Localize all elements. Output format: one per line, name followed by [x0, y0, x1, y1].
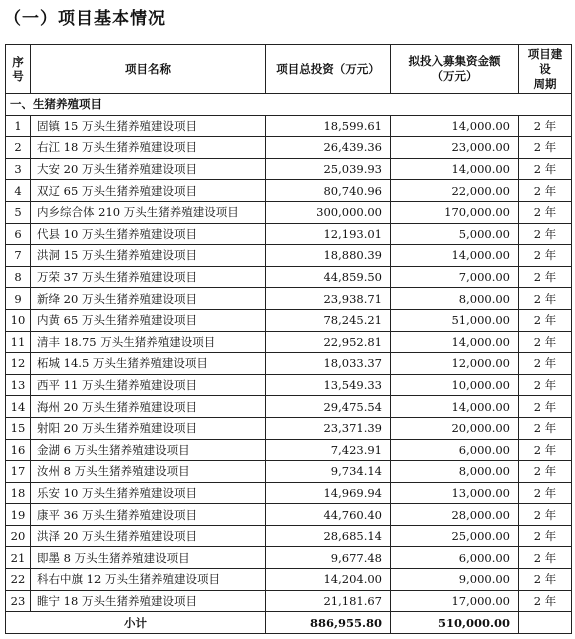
name-header: 项目名称	[31, 45, 266, 94]
subtotal-total-investment: 886,955.80	[266, 612, 391, 634]
table-row	[6, 417, 572, 439]
row-raised-funds: 25,000.00	[391, 525, 519, 547]
row-total-investment: 22,952.81	[266, 331, 391, 353]
row-seq: 15	[6, 417, 31, 439]
raise-header	[391, 45, 519, 94]
row-build-period: 2 年	[519, 417, 572, 439]
row-seq: 20	[6, 525, 31, 547]
table-row	[6, 115, 572, 137]
total-header: 项目总投资（万元）	[266, 45, 391, 94]
row-project-name: 射阳 20 万头生猪养殖建设项目	[31, 417, 266, 439]
row-project-name: 即墨 8 万头生猪养殖建设项目	[31, 547, 266, 569]
table-row	[6, 158, 572, 180]
row-seq: 5	[6, 201, 31, 223]
row-project-name: 右江 18 万头生猪养殖建设项目	[31, 137, 266, 159]
row-total-investment: 7,423.91	[266, 439, 391, 461]
row-total-investment: 18,880.39	[266, 245, 391, 267]
row-seq: 8	[6, 266, 31, 288]
row-seq: 13	[6, 374, 31, 396]
row-total-investment: 78,245.21	[266, 309, 391, 331]
row-raised-funds: 14,000.00	[391, 396, 519, 418]
row-raised-funds: 51,000.00	[391, 309, 519, 331]
table-row	[6, 201, 572, 223]
row-total-investment: 14,969.94	[266, 482, 391, 504]
row-build-period: 2 年	[519, 201, 572, 223]
table-row	[6, 266, 572, 288]
table-row	[6, 374, 572, 396]
row-build-period: 2 年	[519, 223, 572, 245]
table-row	[6, 223, 572, 245]
row-seq: 6	[6, 223, 31, 245]
row-seq: 11	[6, 331, 31, 353]
row-seq: 14	[6, 396, 31, 418]
row-project-name: 洪洞 15 万头生猪养殖建设项目	[31, 245, 266, 267]
row-raised-funds: 23,000.00	[391, 137, 519, 159]
row-build-period: 2 年	[519, 525, 572, 547]
row-raised-funds: 28,000.00	[391, 504, 519, 526]
row-project-name: 代县 10 万头生猪养殖建设项目	[31, 223, 266, 245]
project-table	[5, 44, 572, 634]
row-build-period: 2 年	[519, 482, 572, 504]
row-raised-funds: 22,000.00	[391, 180, 519, 202]
row-raised-funds: 5,000.00	[391, 223, 519, 245]
row-total-investment: 25,039.93	[266, 158, 391, 180]
row-seq: 21	[6, 547, 31, 569]
table-row	[6, 525, 572, 547]
table-row	[6, 396, 572, 418]
period-header-line2: 周期	[533, 76, 557, 91]
row-project-name: 内乡综合体 210 万头生猪养殖建设项目	[31, 201, 266, 223]
row-project-name: 万荣 37 万头生猪养殖建设项目	[31, 266, 266, 288]
section-label: 一、生猪养殖项目	[6, 94, 572, 116]
row-total-investment: 9,734.14	[266, 461, 391, 483]
row-seq: 22	[6, 569, 31, 591]
row-build-period: 2 年	[519, 331, 572, 353]
row-build-period: 2 年	[519, 439, 572, 461]
row-raised-funds: 17,000.00	[391, 590, 519, 612]
row-build-period: 2 年	[519, 266, 572, 288]
row-raised-funds: 8,000.00	[391, 288, 519, 310]
row-raised-funds: 7,000.00	[391, 266, 519, 288]
row-build-period: 2 年	[519, 569, 572, 591]
row-build-period: 2 年	[519, 245, 572, 267]
period-header-line1: 项目建设	[527, 46, 563, 76]
row-build-period: 2 年	[519, 158, 572, 180]
row-seq: 3	[6, 158, 31, 180]
table-row	[6, 461, 572, 483]
table-row	[6, 331, 572, 353]
subtotal-raised-funds: 510,000.00	[391, 612, 519, 634]
section-heading: （一）项目基本情况	[4, 9, 166, 29]
row-total-investment: 80,740.96	[266, 180, 391, 202]
row-seq: 9	[6, 288, 31, 310]
table-row	[6, 439, 572, 461]
row-project-name: 海州 20 万头生猪养殖建设项目	[31, 396, 266, 418]
seq-header-line1: 序	[12, 55, 24, 69]
row-raised-funds: 14,000.00	[391, 331, 519, 353]
raise-header-line1: 拟投入募集资金额	[408, 54, 501, 68]
row-seq: 7	[6, 245, 31, 267]
table-row	[6, 180, 572, 202]
row-build-period: 2 年	[519, 137, 572, 159]
row-project-name: 固镇 15 万头生猪养殖建设项目	[31, 115, 266, 137]
row-project-name: 双辽 65 万头生猪养殖建设项目	[31, 180, 266, 202]
row-project-name: 清丰 18.75 万头生猪养殖建设项目	[31, 331, 266, 353]
row-total-investment: 18,599.61	[266, 115, 391, 137]
row-raised-funds: 170,000.00	[391, 201, 519, 223]
table-row	[6, 569, 572, 591]
row-total-investment: 18,033.37	[266, 353, 391, 375]
row-seq: 10	[6, 309, 31, 331]
row-total-investment: 9,677.48	[266, 547, 391, 569]
row-build-period: 2 年	[519, 353, 572, 375]
table-row	[6, 288, 572, 310]
row-seq: 4	[6, 180, 31, 202]
row-project-name: 康平 36 万头生猪养殖建设项目	[31, 504, 266, 526]
row-project-name: 科右中旗 12 万头生猪养殖建设项目	[31, 569, 266, 591]
row-total-investment: 21,181.67	[266, 590, 391, 612]
row-raised-funds: 8,000.00	[391, 461, 519, 483]
section-row	[6, 94, 572, 116]
row-total-investment: 44,760.40	[266, 504, 391, 526]
raise-header-line2: （万元）	[431, 69, 478, 83]
row-project-name: 内黄 65 万头生猪养殖建设项目	[31, 309, 266, 331]
row-seq: 19	[6, 504, 31, 526]
row-project-name: 柘城 14.5 万头生猪养殖建设项目	[31, 353, 266, 375]
row-seq: 12	[6, 353, 31, 375]
row-total-investment: 44,859.50	[266, 266, 391, 288]
row-total-investment: 14,204.00	[266, 569, 391, 591]
row-project-name: 乐安 10 万头生猪养殖建设项目	[31, 482, 266, 504]
header-row	[6, 45, 572, 94]
row-build-period: 2 年	[519, 590, 572, 612]
row-raised-funds: 6,000.00	[391, 547, 519, 569]
row-raised-funds: 6,000.00	[391, 439, 519, 461]
subtotal-period	[519, 612, 572, 634]
seq-header-line2: 号	[12, 69, 24, 83]
row-seq: 18	[6, 482, 31, 504]
row-raised-funds: 9,000.00	[391, 569, 519, 591]
row-project-name: 金湖 6 万头生猪养殖建设项目	[31, 439, 266, 461]
row-build-period: 2 年	[519, 396, 572, 418]
row-build-period: 2 年	[519, 504, 572, 526]
row-raised-funds: 14,000.00	[391, 115, 519, 137]
row-build-period: 2 年	[519, 309, 572, 331]
row-seq: 2	[6, 137, 31, 159]
row-project-name: 大安 20 万头生猪养殖建设项目	[31, 158, 266, 180]
row-total-investment: 13,549.33	[266, 374, 391, 396]
row-seq: 23	[6, 590, 31, 612]
subtotal-label: 小计	[6, 612, 266, 634]
period-header	[519, 45, 572, 94]
table-row	[6, 353, 572, 375]
row-total-investment: 26,439.36	[266, 137, 391, 159]
row-project-name: 汝州 8 万头生猪养殖建设项目	[31, 461, 266, 483]
row-seq: 1	[6, 115, 31, 137]
row-total-investment: 29,475.54	[266, 396, 391, 418]
row-build-period: 2 年	[519, 180, 572, 202]
row-build-period: 2 年	[519, 115, 572, 137]
row-project-name: 西平 11 万头生猪养殖建设项目	[31, 374, 266, 396]
row-build-period: 2 年	[519, 461, 572, 483]
row-raised-funds: 20,000.00	[391, 417, 519, 439]
row-project-name: 睢宁 18 万头生猪养殖建设项目	[31, 590, 266, 612]
row-total-investment: 23,938.71	[266, 288, 391, 310]
row-raised-funds: 10,000.00	[391, 374, 519, 396]
table-row	[6, 590, 572, 612]
table-row	[6, 309, 572, 331]
subtotal-row	[6, 612, 572, 634]
seq-header	[6, 45, 31, 94]
table-row	[6, 137, 572, 159]
row-project-name: 洪泽 20 万头生猪养殖建设项目	[31, 525, 266, 547]
row-build-period: 2 年	[519, 374, 572, 396]
row-total-investment: 23,371.39	[266, 417, 391, 439]
row-seq: 16	[6, 439, 31, 461]
row-build-period: 2 年	[519, 288, 572, 310]
table-row	[6, 504, 572, 526]
row-total-investment: 300,000.00	[266, 201, 391, 223]
table-row	[6, 482, 572, 504]
table-row	[6, 547, 572, 569]
table-row	[6, 245, 572, 267]
row-raised-funds: 13,000.00	[391, 482, 519, 504]
row-raised-funds: 14,000.00	[391, 158, 519, 180]
row-build-period: 2 年	[519, 547, 572, 569]
row-raised-funds: 12,000.00	[391, 353, 519, 375]
row-project-name: 新绛 20 万头生猪养殖建设项目	[31, 288, 266, 310]
row-seq: 17	[6, 461, 31, 483]
row-total-investment: 12,193.01	[266, 223, 391, 245]
row-raised-funds: 14,000.00	[391, 245, 519, 267]
row-total-investment: 28,685.14	[266, 525, 391, 547]
